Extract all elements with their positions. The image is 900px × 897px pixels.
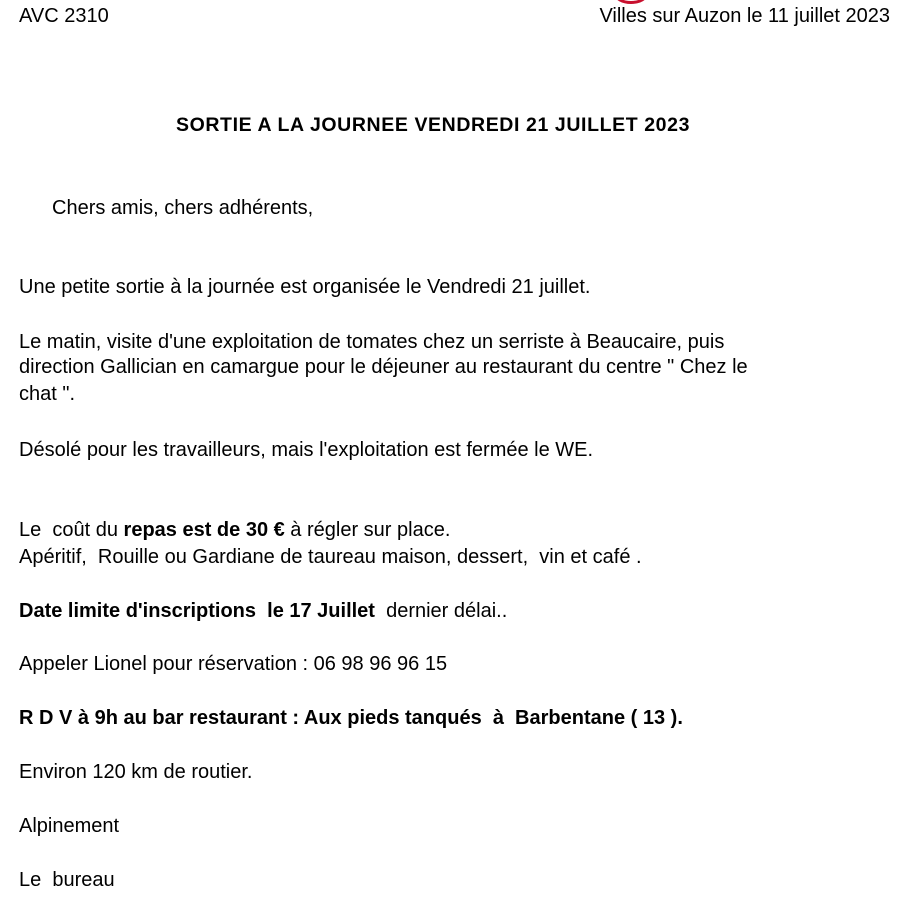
cost-amount: repas est de 30 € <box>123 519 285 541</box>
deadline-suffix: dernier délai.. <box>374 600 508 622</box>
intro-paragraph: Une petite sortie à la journée est organisée le Vendredi 21 juillet. <box>19 276 591 298</box>
program-line-1: Le matin, visite d'une exploitation de tomates chez un serriste à Beaucaire, puis <box>19 331 725 353</box>
cost-suffix: à régler sur place. <box>284 519 451 541</box>
menu-line: Apéritif, Rouille ou Gardiane de taureau maison, dessert, vin et café . <box>19 546 642 568</box>
cost-prefix: Le coût du <box>19 519 124 541</box>
place-and-date: Villes sur Auzon le 11 juillet 2023 <box>599 5 890 27</box>
page-title: SORTIE A LA JOURNEE VENDREDI 21 JUILLET 2023 <box>176 114 691 136</box>
apology-paragraph: Désolé pour les travailleurs, mais l'exploitation est fermée le WE. <box>19 439 594 461</box>
signature: Le bureau <box>19 869 115 891</box>
closing-line: Alpinement <box>19 815 120 837</box>
reservation-line: Appeler Lionel pour réservation : 06 98 96 96 15 <box>19 653 448 675</box>
document-reference: AVC 2310 <box>19 5 109 27</box>
program-line-2: direction Gallician en camargue pour le déjeuner au restaurant du centre " Chez le <box>19 356 748 378</box>
greeting: Chers amis, chers adhérents, <box>52 197 314 219</box>
distance-line: Environ 120 km de routier. <box>19 761 253 783</box>
deadline-date: Date limite d'inscriptions le 17 Juillet <box>19 600 375 622</box>
deadline-line <box>19 599 507 623</box>
program-line-3: chat ". <box>19 383 76 405</box>
meeting-line: R D V à 9h au bar restaurant : Aux pieds tanqués à Barbentane ( 13 ). <box>19 707 683 729</box>
cost-line <box>19 518 450 542</box>
